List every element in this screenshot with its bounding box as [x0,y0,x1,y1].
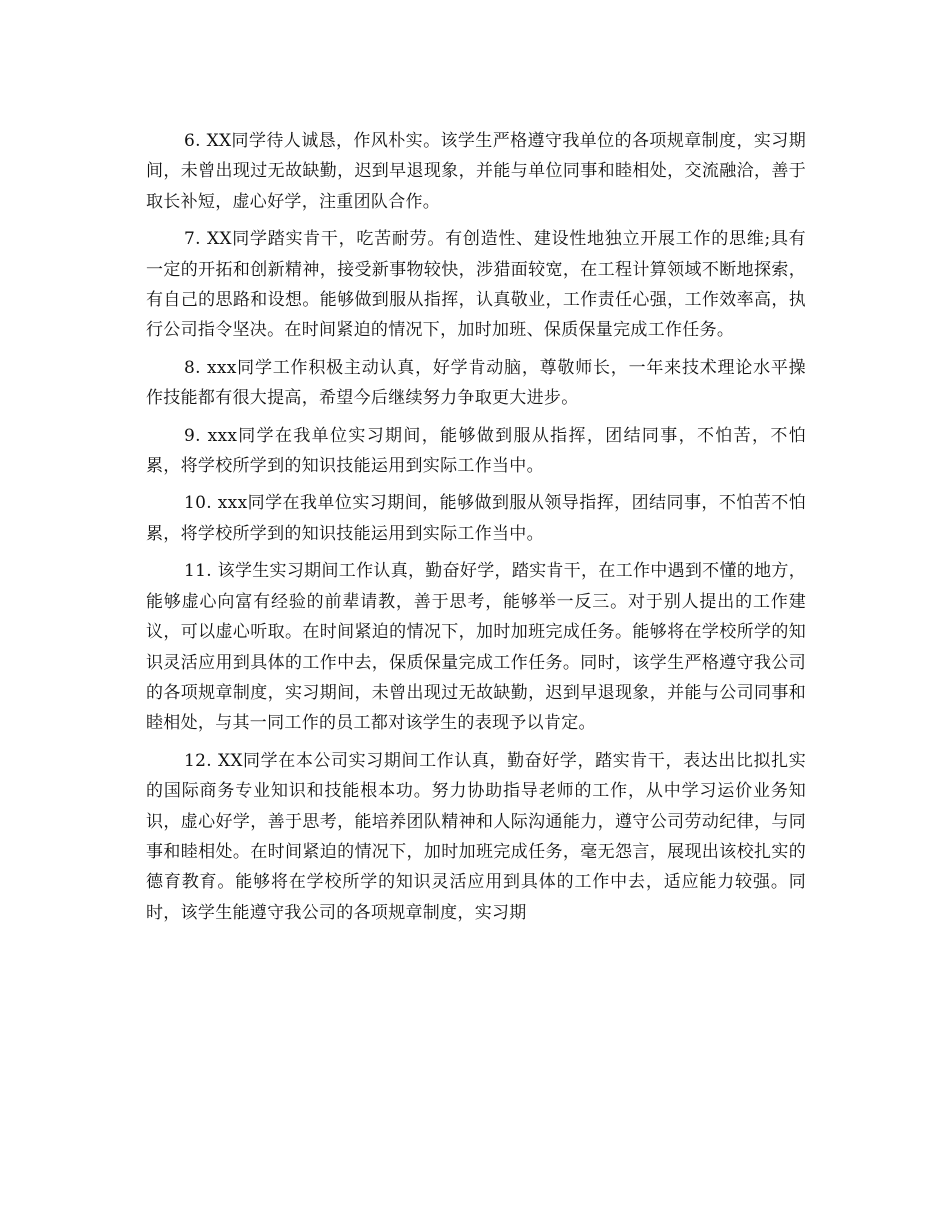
paragraph-7: 7. XX同学踏实肯干，吃苦耐劳。有创造性、建设性地独立开展工作的思维;具有一定的开拓和创新精神，接受新事物较快，涉猎面较宽，在工程计算领域不断地探索，有自己的思路和设想。能够做到服从指挥，认真敬业，工作责任心强，工作效率高，执行公司指令坚决。在时间紧迫的情况下，加时加班、保质保量完成工作任务。 [146,229,806,341]
paragraph-9: 9. xxx同学在我单位实习期间，能够做到服从指挥，团结同事，不怕苦，不怕累，将学校所学到的知识技能运用到实际工作当中。 [146,425,806,477]
document-page [146,126,806,935]
paragraph-10: 10. xxx同学在我单位实习期间，能够做到服从领导指挥，团结同事，不怕苦不怕累，将学校所学到的知识技能运用到实际工作当中。 [146,493,806,544]
paragraph-6: 6. XX同学待人诚恳，作风朴实。该学生严格遵守我单位的各项规章制度，实习期间，未曾出现过无故缺勤，迟到早退现象，并能与单位同事和睦相处，交流融洽，善于取长补短，虚心好学，注重团队合作。 [146,131,806,212]
paragraph-8: 8. xxx同学工作积极主动认真，好学肯动脑，尊敬师长，一年来技术理论水平操作技能都有很大提高，希望今后继续努力争取更大进步。 [146,357,806,409]
paragraph-12: 12. XX同学在本公司实习期间工作认真，勤奋好学，踏实肯干，表达出比拟扎实的国际商务专业知识和技能根本功。努力协助指导老师的工作，从中学习运价业务知识，虚心好学，善于思考，能培养团队精神和人际沟通能力，遵守公司劳动纪律，与同事和睦相处。在时间紧迫的情况下，加时加班完成任务，毫无怨言，展现出该校扎实的德育教育。能够将在学校所学的知识灵活应用到具体的工作中去，适应能力较强。同时，该学生能遵守我公司的各项规章制度，实习期 [146,750,806,923]
paragraph-11: 11. 该学生实习期间工作认真，勤奋好学，踏实肯干，在工作中遇到不懂的地方，能够虚心向富有经验的前辈请教，善于思考，能够举一反三。对于别人提出的工作建议，可以虚心听取。在时间紧迫的情况下，加时加班完成任务。能够将在学校所学的知识灵活应用到具体的工作中去，保质保量完成工作任务。同时，该学生严格遵守我公司的各项规章制度，实习期间，未曾出现过无故缺勤，迟到早退现象，并能与公司同事和睦相处，与其一同工作的员工都对该学生的表现予以肯定。 [146,561,806,734]
